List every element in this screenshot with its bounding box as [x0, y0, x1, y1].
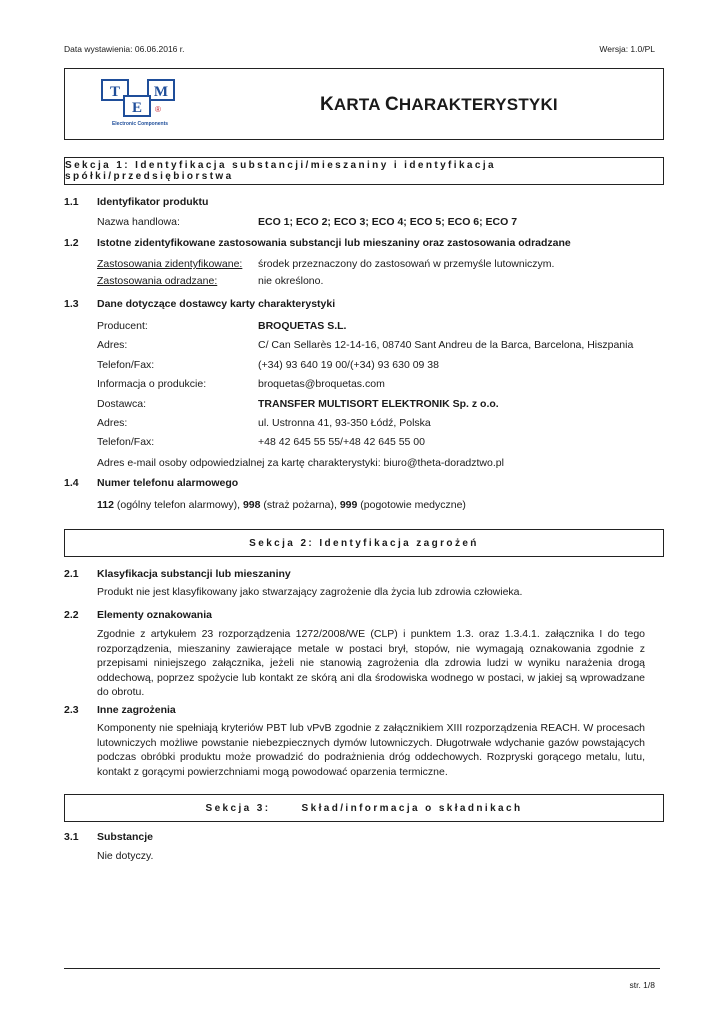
subsection-2-3-number: 2.3 [64, 704, 79, 716]
subsection-1-2-number: 1.2 [64, 237, 79, 249]
supplier-address-label: Adres: [97, 417, 128, 429]
title-part-2: HARAKTERYSTYKI [398, 95, 558, 114]
logo-letter-e: E [131, 100, 143, 116]
classification-text: Produkt nie jest klasyfikowany jako stwarzający zagrożenie dla życia lub zdrowia człowieka. [97, 586, 523, 598]
document-version: Wersja: 1.0/PL [599, 44, 655, 54]
logo-letter-m: M [153, 84, 169, 100]
tme-logo [100, 78, 180, 128]
emergency-text-fire: (straż pożarna), [260, 499, 340, 511]
producer-phone-value: (+34) 93 640 19 00/(+34) 93 630 09 38 [258, 359, 439, 371]
logo-letter-t: T [109, 84, 121, 100]
supplier-label: Dostawca: [97, 398, 147, 410]
subsection-2-2-number: 2.2 [64, 609, 79, 621]
subsection-1-1-number: 1.1 [64, 196, 79, 208]
section-1-title: Sekcja 1: Identyfikacja substancji/mieszaniny i identyfikacja spółki/przedsiębiorstwa [65, 160, 496, 182]
page-number: str. 1/8 [629, 980, 655, 990]
supplier-phone-value: +48 42 645 55 55/+48 42 645 55 00 [258, 436, 425, 448]
substances-text: Nie dotyczy. [97, 850, 154, 862]
section-2-header [64, 529, 664, 557]
subsection-1-3-heading: Dane dotyczące dostawcy karty charakterystyki [97, 298, 336, 310]
section-3-title: Sekcja 3: Skład/informacja o składnikach [205, 802, 523, 814]
subsection-2-2-heading: Elementy oznakowania [97, 609, 212, 621]
producer-phone-label: Telefon/Fax: [97, 359, 155, 371]
subsection-1-2-heading: Istotne zidentyfikowane zastosowania substancji lub mieszaniny oraz zastosowania odradzane [97, 237, 571, 249]
emergency-numbers-line [97, 499, 466, 511]
section-2-title: Sekcja 2: Identyfikacja zagrożeń [249, 537, 479, 549]
supplier-address-value: ul. Ustronna 41, 93-350 Łódź, Polska [258, 417, 431, 429]
emergency-number-medical: 999 [339, 499, 358, 511]
logo-tagline: Electronic Components [111, 121, 169, 127]
title-part-1: ARTA [333, 95, 385, 114]
subsection-3-1-number: 3.1 [64, 831, 79, 843]
identified-uses-value: środek przeznaczony do zastosowań w przemyśle lutowniczym. [258, 258, 555, 270]
supplier-phone-label: Telefon/Fax: [97, 436, 155, 448]
trade-name-label: Nazwa handlowa: [97, 216, 180, 228]
advised-against-label: Zastosowania odradzane: [97, 275, 218, 287]
section-1-header [64, 157, 664, 185]
labelling-text: Zgodnie z artykułem 23 rozporządzenia 1272/2008/WE (CLP) i punktem 1.3. oraz 1.3.4.1. załącznika I do tego rozporządzenia, mieszaniny zawierające metale w postaci brył, stopów, nie wymagają oznakowania zgodnie z przepisami niniejszego załącznika, jeżeli nie stanowią zagrożenia dla zdrowia ludzi w wyniku narażenia drogą oddechową, poprzez spożycie lub kontakt ze skórą ani dla środowiska wodnego w postaci, w jakiej są wprowadzane do obrotu. [97, 628, 645, 698]
subsection-1-1-heading: Identyfikator produktu [97, 196, 209, 208]
subsection-1-4-heading: Numer telefonu alarmowego [97, 477, 239, 489]
producer-value: BROQUETAS S.L. [258, 320, 347, 332]
tme-logo-mark [100, 78, 180, 128]
responsible-email-line: Adres e-mail osoby odpowiedzialnej za kartę charakterystyki: biuro@theta-doradztwo.pl [97, 457, 504, 469]
emergency-number-fire: 998 [242, 499, 261, 511]
subsection-1-4-number: 1.4 [64, 477, 79, 489]
issue-date: Data wystawienia: 06.06.2016 r. [64, 44, 185, 54]
subsection-2-1-number: 2.1 [64, 568, 79, 580]
title-initial-k: K [320, 94, 334, 115]
footer-divider [64, 968, 660, 969]
identified-uses-label: Zastosowania zidentyfikowane: [97, 258, 243, 270]
emergency-number-general: 112 [97, 499, 114, 511]
subsection-3-1-heading: Substancje [97, 831, 154, 843]
subsection-1-3-number: 1.3 [64, 298, 79, 310]
product-info-email[interactable]: broquetas@broquetas.com [258, 378, 385, 390]
section-3-header [64, 794, 664, 822]
trade-name-value: ECO 1; ECO 2; ECO 3; ECO 4; ECO 5; ECO 6; ECO 7 [258, 216, 518, 228]
producer-address-label: Adres: [97, 339, 128, 351]
emergency-text-medical: (pogotowie medyczne) [357, 499, 466, 511]
logo-registered-mark: ® [155, 105, 161, 114]
subsection-2-1-heading: Klasyfikacja substancji lub mieszaniny [97, 568, 291, 580]
producer-address-value: C/ Can Sellarès 12-14-16, 08740 Sant Andreu de la Barca, Barcelona, Hiszpania [258, 339, 634, 351]
advised-against-value: nie określono. [258, 275, 324, 287]
subsection-2-3-heading: Inne zagrożenia [97, 704, 176, 716]
supplier-value: TRANSFER MULTISORT ELEKTRONIK Sp. z o.o. [258, 398, 499, 410]
product-info-label: Informacja o produkcie: [97, 378, 207, 390]
producer-label: Producent: [97, 320, 148, 332]
document-title [320, 94, 558, 116]
other-hazards-text: Komponenty nie spełniają kryteriów PBT lub vPvB zgodnie z załącznikiem XIII rozporządzenia REACH. W procesach lutowniczych możliwe powstanie niebezpiecznych dymów lutowniczych. Długotrwałe wdychanie gazów powstających podczas obróbki produktu może prowadzić do podrażnienia dróg oddechowych. Rozpryski gorącego metalu, lutu, kontakt z gorącymi powierzchniami mogą powodować oparzenia termiczne. [97, 722, 645, 778]
emergency-text-general: (ogólny telefon alarmowy), [113, 499, 243, 511]
title-initial-c: C [384, 94, 399, 115]
